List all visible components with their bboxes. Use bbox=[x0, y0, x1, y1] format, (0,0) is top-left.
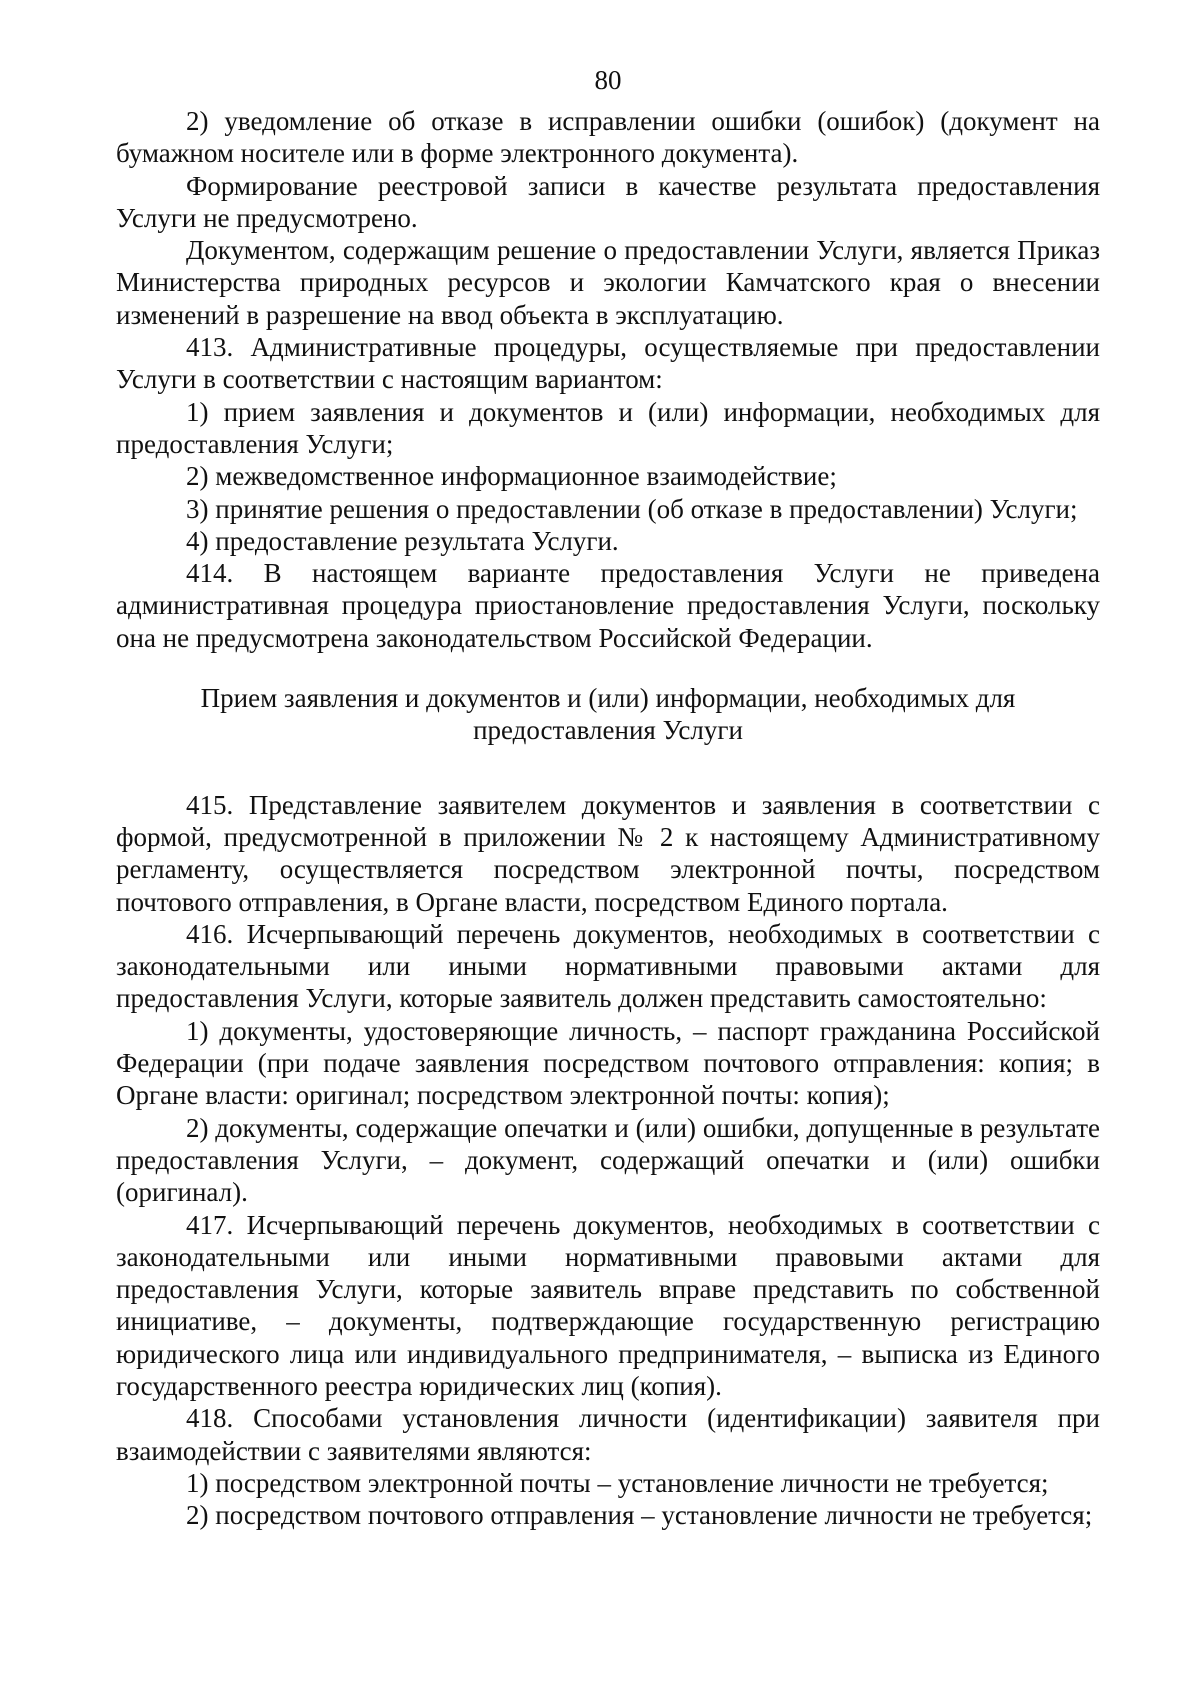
section-title: Прием заявления и документов и (или) информации, необходимых для предоставления Услуги bbox=[200, 683, 1016, 746]
paragraph: 413. Административные процедуры, осуществляемые при предоставлении Услуги в соответствии с настоящим вариантом: bbox=[116, 332, 1100, 395]
paragraph: 2) уведомление об отказе в исправлении ошибки (ошибок) (документ на бумажном носителе или в форме электронного документа). bbox=[116, 106, 1100, 169]
page-number: 80 bbox=[594, 65, 622, 95]
paragraph: 415. Представление заявителем документов и заявления в соответствии с формой, предусмотренной в приложении № 2 к настоящему Административному регламенту, осуществляется посредством электронной почты, посредством почтового отправления, в Органе власти, посредством Единого портала. bbox=[116, 789, 1100, 917]
paragraph: 418. Способами установления личности (идентификации) заявителя при взаимодействии с заявителями являются: bbox=[116, 1403, 1100, 1466]
paragraph: 416. Исчерпывающий перечень документов, необходимых в соответствии с законодательными или иными нормативными правовыми актами для предоставления Услуги, которые заявитель должен представить самостоятельно: bbox=[116, 918, 1100, 1014]
paragraph: Формирование реестровой записи в качестве результата предоставления Услуги не предусмотрено. bbox=[116, 170, 1100, 233]
paragraph: 414. В настоящем варианте предоставления Услуги не приведена административная процедура приостановление предоставления Услуги, поскольку она не предусмотрена законодательством Российской Федерации. bbox=[116, 558, 1100, 653]
paragraph: Документом, содержащим решение о предоставлении Услуги, является Приказ Министерства природных ресурсов и экологии Камчатского края о внесении изменений в разрешение на ввод объекта в эксплуатацию. bbox=[116, 235, 1100, 330]
paragraph: 2) посредством почтового отправления – установление личности не требуется; bbox=[186, 1500, 1093, 1531]
paragraph: 1) прием заявления и документов и (или) информации, необходимых для предоставления Услуги; bbox=[116, 396, 1100, 459]
paragraph: 1) посредством электронной почты – установление личности не требуется; bbox=[186, 1467, 1049, 1498]
paragraph: 4) предоставление результата Услуги. bbox=[186, 525, 619, 556]
paragraph: 417. Исчерпывающий перечень документов, необходимых в соответствии с законодательными или иными нормативными правовыми актами для предоставления Услуги, которые заявитель вправе представить по собственной инициативе, – документы, подтверждающие государственную регистрацию юридического лица или индивидуального предпринимателя, – выписка из Единого государственного реестра юридических лиц (копия). bbox=[116, 1209, 1100, 1401]
paragraph: 3) принятие решения о предоставлении (об отказе в предоставлении) Услуги; bbox=[186, 493, 1078, 524]
paragraph: 2) межведомственное информационное взаимодействие; bbox=[186, 461, 837, 492]
paragraph: 1) документы, удостоверяющие личность, – паспорт гражданина Российской Федерации (при подаче заявления посредством почтового отправления: копия; в Органе власти: оригинал; посредством электронной почты: копия); bbox=[116, 1015, 1100, 1111]
paragraph: 2) документы, содержащие опечатки и (или) ошибки, допущенные в результате предоставления Услуги, – документ, содержащий опечатки и (или) ошибки (оригинал). bbox=[116, 1112, 1100, 1208]
document-page bbox=[116, 64, 1100, 1531]
